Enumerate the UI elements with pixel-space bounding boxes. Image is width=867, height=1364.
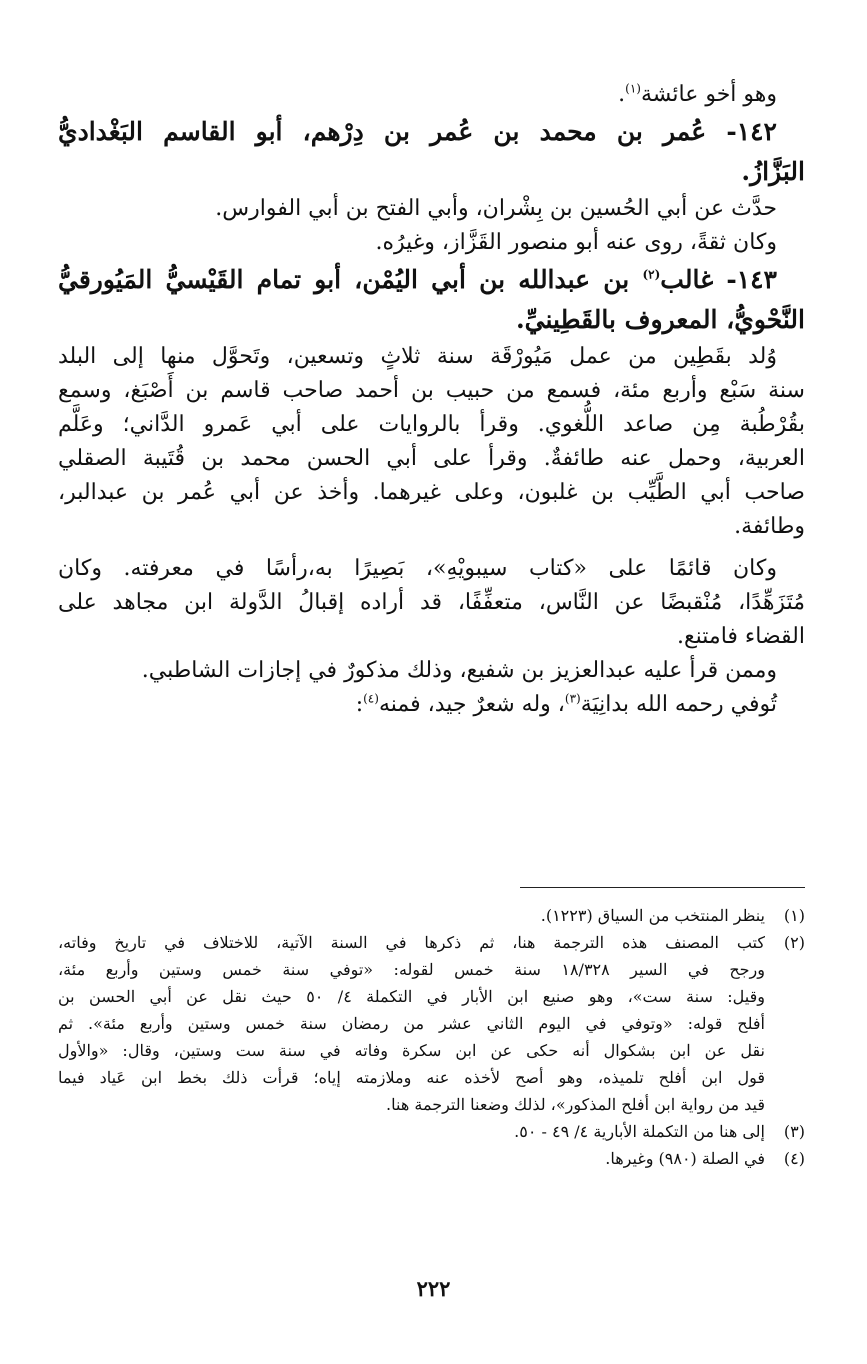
footnote-4 <box>58 1145 805 1172</box>
paragraph-line: وممن قرأ عليه عبدالعزيز بن شفيع، وذلك مذكورٌ في إجازات الشاطبي. <box>141 658 777 683</box>
footnote-text: قول ابن أفلح تلميذه، وهو أصح لأخذه عنه وملازمته إياه؛ قرأت ذلك بخط ابن عَياد فيما <box>58 1068 766 1087</box>
paragraph-line: وكان قائمًا على «كتاب سيبويْهِ»، بَصِيرًا به،رأسًا في معرفته. وكان <box>58 556 777 581</box>
paragraph-line: سنة سَبْع وأربع مئة، فسمع من حبيب بن أحمد صاحب قاسم بن أَصْبَغ، وسمع <box>58 378 805 403</box>
footnote-text: إلى هنا من التكملة الأبارية ٤/ ٤٩ - ٥٠. <box>514 1122 765 1141</box>
footnote-text: في الصلة (٩٨٠) وغيرها. <box>605 1149 765 1168</box>
footnote-text: وقيل: سنة ست»، وهو صنيع ابن الأبار في التكملة ٤/ ٥٠ حيث نقل عن أبي الحسن بن <box>58 987 765 1006</box>
paragraph-line: العربية، وحمل عنه طائفةٌ. وقرأ على أبي الحسن محمد بن قُتَيبة الصقلي <box>58 446 805 471</box>
footnote-number: (٣) <box>783 1122 805 1141</box>
footnote-text: ورجح في السير ١٨/٣٢٨ سنة خمس لقوله: «توفي سنة خمس وستين وأربع مئة، <box>58 960 765 979</box>
footnote-ref[interactable]: (٢) <box>642 267 661 282</box>
entry-142-title: ١٤٢- عُمر بن محمد بن عُمر بن دِرْهم، أبو القاسم البَغْداديُّ <box>58 117 777 146</box>
paragraph-line: صاحب أبي الطَّيِّب بن غلبون، وعلى غيرهما. وأخذ عن أبي عُمر بن عبدالبر، <box>58 480 805 505</box>
footnote-3 <box>58 1118 805 1145</box>
footnote-text: أفلح قوله: «وتوفي في اليوم الثاني عشر من رمضان سنة خمس وستين وأربع مئة». ثم <box>58 1014 765 1033</box>
footnote-ref[interactable]: (٣) <box>564 691 581 706</box>
paragraph-line: بقُرْطُبة مِن صاعد اللُّغوي. وقرأ بالروايات على أبي عَمرو الدَّاني؛ وعَلَّم <box>58 412 805 437</box>
entry-143-title-cont: النَّحْويُّ، المعروف بالقَطِينيِّ. <box>515 305 805 334</box>
text-line: حدَّث عن أبي الحُسين بن بِشْران، وأبي الفتح بن أبي الفوارس. <box>215 196 777 221</box>
footnote-text: كتب المصنف هذه الترجمة هنا، ثم ذكرها في السنة الآتية، للاختلاف في تاريخ وفاته، <box>58 933 765 952</box>
footnote-number: (١) <box>783 906 805 925</box>
footnotes <box>58 902 805 1172</box>
footnote-separator <box>520 887 805 888</box>
paragraph-line: مُتَزَهِّدًا، مُنْقبضًا عن النَّاس، متعفِّفًا، قد أراده إقبالُ الدَّولة ابن مجاهد على <box>58 590 805 615</box>
page-number: ٢٢٢ <box>416 1276 451 1301</box>
footnote-text: قيد من رواية ابن أفلح المذكور»، لذلك وضعنا الترجمة هنا. <box>386 1095 765 1114</box>
text-line: وهو أخو عائشة$^{(١)}$. <box>618 81 777 107</box>
paragraph-line: القضاء فامتنع. <box>676 624 805 649</box>
footnote-ref[interactable]: (١) <box>625 81 641 96</box>
footnote-ref[interactable]: (٤) <box>363 691 379 706</box>
footnote-number: (٢) <box>783 933 805 952</box>
paragraph-line: وُلد بقَطِين من عمل مَيُورْقَة سنة ثلاثٍ وتسعين، وتَحوَّل منها إلى البلد <box>58 344 777 369</box>
footnote-text: نقل عن ابن بشكوال أنه حكى عن ابن سكرة وفاته في سنة ست وستين، وقال: «والأول <box>58 1041 765 1060</box>
text-line: وكان ثقةً، روى عنه أبو منصور القَزَّاز، وغيرُه. <box>375 230 777 255</box>
entry-142-title-cont: البَزَّازُ. <box>741 157 805 186</box>
footnote-number: (٤) <box>783 1149 805 1168</box>
footnote-2 <box>58 929 805 956</box>
footnote-1 <box>58 902 805 929</box>
paragraph-line: تُوفي رحمه الله بدانِيَة$^{(٣)}$، وله شعرٌ جيد، فمنه$^{(٤)}$: <box>355 691 777 717</box>
paragraph-line: وطائفة. <box>734 514 805 539</box>
entry-143-title: ١٤٣- غالب$^{(٢)}$ بن عبدالله بن أبي اليُمْن، أبو تمام القَيْسيُّ المَيُورقيُّ <box>58 265 777 294</box>
footnote-text: ينظر المنتخب من السياق (١٢٢٣). <box>540 906 765 925</box>
